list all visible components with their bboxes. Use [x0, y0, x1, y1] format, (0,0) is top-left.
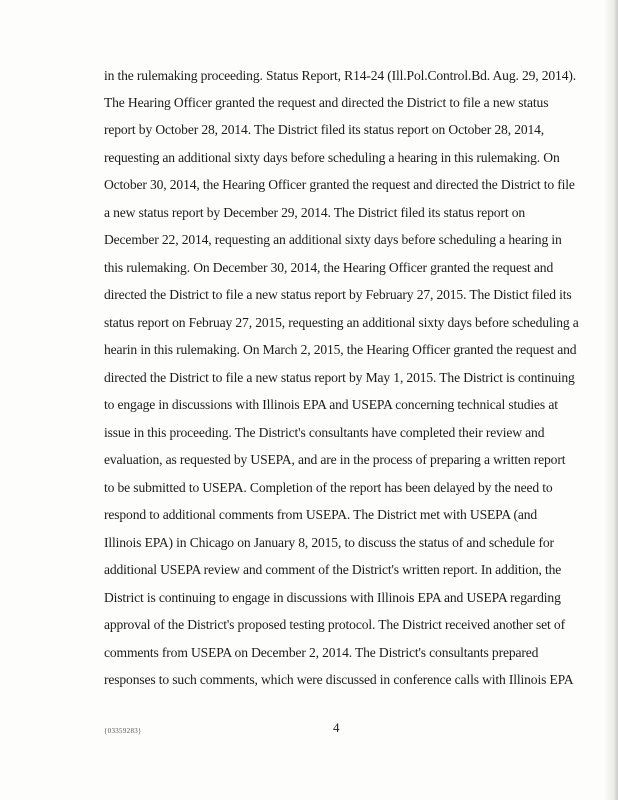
text-line: status report on Februay 27, 2015, requesting an additional sixty days before scheduling a	[104, 315, 579, 330]
page-edge-shadow	[604, 0, 618, 800]
text-line: a new status report by December 29, 2014. The District filed its status report on	[104, 205, 525, 220]
text-line: December 22, 2014, requesting an additional sixty days before scheduling a hearing in	[104, 232, 562, 247]
text-line: The Hearing Officer granted the request and directed the District to file a new status	[104, 95, 549, 110]
text-line: additional USEPA review and comment of the District's written report. In addition, the	[104, 562, 562, 577]
text-line: hearin in this rulemaking. On March 2, 2015, the Hearing Officer granted the request and	[104, 342, 577, 357]
text-line: requesting an additional sixty days before scheduling a hearing in this rulemaking. On	[104, 150, 560, 165]
text-line: in the rulemaking proceeding. Status Report, R14-24 (Ill.Pol.Control.Bd. Aug. 29, 2014).	[104, 68, 576, 83]
text-line: to be submitted to USEPA. Completion of the report has been delayed by the need to	[104, 480, 553, 495]
text-line: October 30, 2014, the Hearing Officer granted the request and directed the District to file	[104, 177, 575, 192]
text-line: respond to additional comments from USEPA. The District met with USEPA (and	[104, 507, 538, 522]
text-line: responses to such comments, which were discussed in conference calls with Illinois EPA	[104, 672, 574, 687]
text-line: comments from USEPA on December 2, 2014. The District's consultants prepared	[104, 645, 539, 660]
text-line: to engage in discussions with Illinois EPA and USEPA concerning technical studies at	[104, 397, 558, 412]
text-line: Illinois EPA) in Chicago on January 8, 2015, to discuss the status of and schedule for	[104, 535, 554, 550]
page-number: 4	[333, 720, 340, 735]
text-line: issue in this proceeding. The District's consultants have completed their review and	[104, 425, 545, 440]
text-line: directed the District to file a new status report by May 1, 2015. The District is continuing	[104, 370, 575, 385]
text-line: directed the District to file a new status report by February 27, 2015. The Distict filed its	[104, 287, 572, 302]
text-line: approval of the District's proposed testing protocol. The District received another set of	[104, 617, 565, 632]
document-id: {03359283}	[104, 727, 142, 735]
text-line: District is continuing to engage in discussions with Illinois EPA and USEPA regarding	[104, 590, 561, 605]
text-line: this rulemaking. On December 30, 2014, the Hearing Officer granted the request and	[104, 260, 554, 275]
text-line: report by October 28, 2014. The District filed its status report on October 28, 2014,	[104, 122, 545, 137]
text-line: evaluation, as requested by USEPA, and are in the process of preparing a written report	[104, 452, 566, 467]
